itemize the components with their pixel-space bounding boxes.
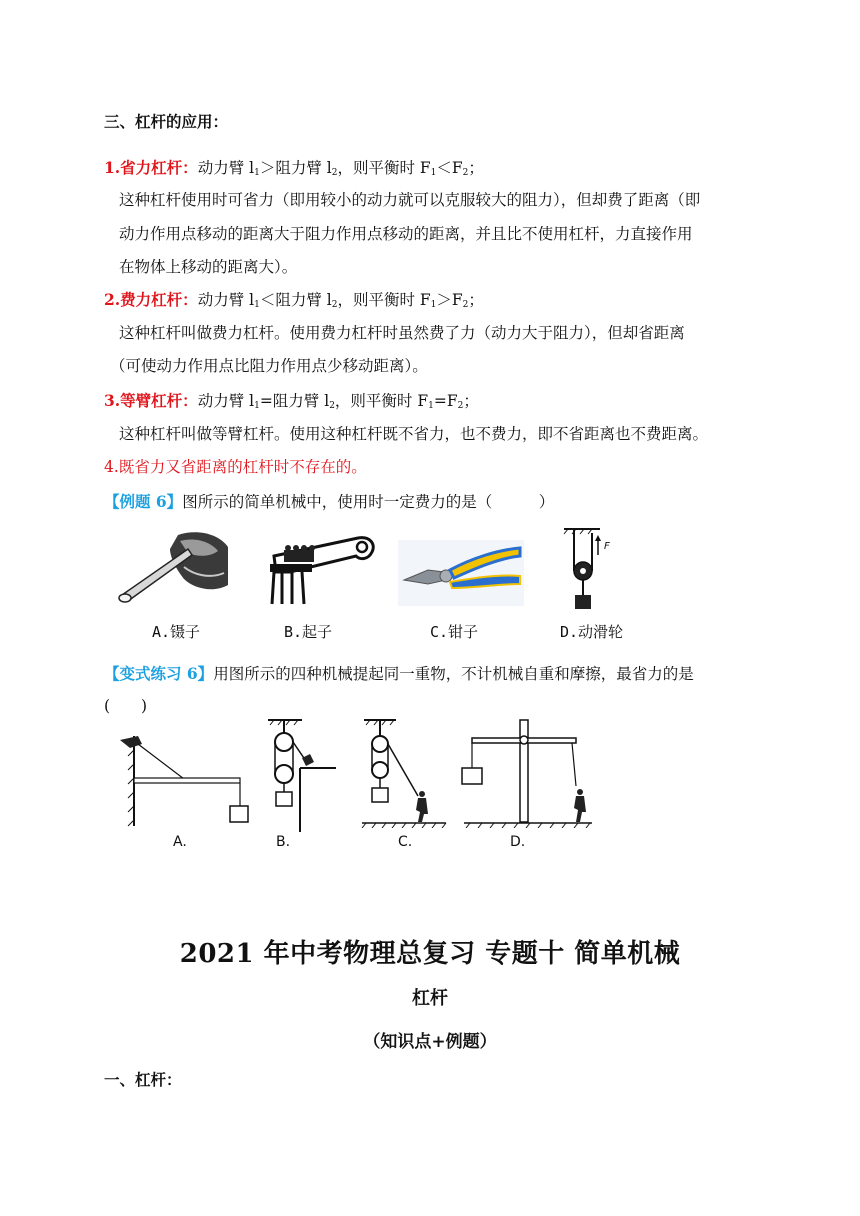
sub-f1: 1 bbox=[430, 168, 437, 178]
example-6-caption-b: B.起子 bbox=[284, 623, 333, 641]
sub-l2: 2 bbox=[329, 401, 335, 411]
item-3-cond-a: 动力臂 l bbox=[197, 392, 255, 410]
item-2-title: 2.费力杠杆： bbox=[104, 290, 198, 309]
item-3-cond-d: =F bbox=[433, 392, 458, 410]
example-6-question: 图所示的简单机械中，使用时一定费力的是（ ） bbox=[182, 493, 555, 511]
item-1-cond-d: ＜F bbox=[436, 159, 463, 177]
variant-figure-d bbox=[456, 716, 596, 828]
sub-l1: 1 bbox=[254, 168, 260, 178]
item-2-cond-e: ； bbox=[468, 291, 484, 309]
section-heading-3: 三、杠杆的应用： bbox=[104, 112, 229, 131]
item-2-cond-d: ＞F bbox=[436, 291, 463, 309]
item-1-cond-a: 动力臂 l bbox=[197, 159, 255, 177]
tweezers-figure bbox=[118, 527, 230, 603]
item-3-title: 3.等臂杠杆： bbox=[104, 391, 198, 410]
variant-figure-c bbox=[356, 716, 448, 828]
variant-figure-b bbox=[262, 716, 338, 834]
document-title: 2021 年中考物理总复习 专题十 简单机械 bbox=[179, 939, 681, 969]
bottle-opener-figure bbox=[266, 534, 378, 606]
item-1-desc-2: 动力作用点移动的距离大于阻力作用点移动的距离，并且比不使用杠杆，力直接作用 bbox=[119, 225, 693, 243]
item-3-cond-c: ，则平衡时 F bbox=[334, 392, 429, 410]
item-2-cond-b: ＜阻力臂 l bbox=[259, 291, 332, 309]
force-label: F bbox=[604, 541, 610, 552]
variant-6-line bbox=[104, 664, 694, 684]
sub-l1: 1 bbox=[254, 300, 260, 310]
item-1-title: 1.省力杠杆： bbox=[104, 158, 198, 177]
variant-6-tag: 【变式练习 6】 bbox=[104, 664, 214, 683]
item-2-desc-2: （可使动力作用点比阻力作用点少移动距离）。 bbox=[110, 357, 428, 375]
item-3-desc-1: 这种杠杆叫做等臂杠杆。使用这种杠杆既不省力，也不费力，即不省距离也不费距离。 bbox=[119, 425, 709, 443]
example-6-caption-d: D.动滑轮 bbox=[560, 623, 624, 641]
item-2-desc-1: 这种杠杆叫做费力杠杆。使用费力杠杆时虽然费了力（动力大于阻力），但却省距离 bbox=[119, 324, 685, 342]
sub-l1: 1 bbox=[254, 401, 260, 411]
example-6-tag: 【例题 6】 bbox=[104, 492, 183, 511]
example-6-caption-a: A.镊子 bbox=[152, 623, 201, 641]
item-3-cond-e: ； bbox=[463, 392, 479, 410]
variant-caption-d: D. bbox=[510, 834, 526, 850]
item-3-cond-b: =阻力臂 l bbox=[259, 392, 330, 410]
item-1-cond-e: ； bbox=[468, 159, 484, 177]
item-2-cond-a: 动力臂 l bbox=[197, 291, 255, 309]
movable-pulley-figure bbox=[560, 527, 620, 613]
item-1-desc-1: 这种杠杆使用时可省力（即用较小的动力就可以克服较大的阻力），但却费了距离（即 bbox=[119, 191, 701, 209]
sub-l2: 2 bbox=[331, 300, 338, 310]
item-3-title-line bbox=[104, 391, 479, 416]
variant-caption-c: C. bbox=[398, 834, 413, 850]
item-1-cond-b: ＞阻力臂 l bbox=[259, 159, 332, 177]
document-subtitle-2: （知识点+例题） bbox=[363, 1032, 497, 1052]
variant-caption-a: A. bbox=[173, 834, 187, 850]
variant-6-question: 用图所示的四种机械提起同一重物，不计机械自重和摩擦，最省力的是 bbox=[213, 665, 694, 683]
sub-f2: 2 bbox=[462, 300, 469, 310]
item-2-cond-c: ，则平衡时 F bbox=[337, 291, 431, 309]
pliers-figure bbox=[398, 540, 524, 606]
variant-figure-a bbox=[112, 730, 252, 830]
sub-f2: 2 bbox=[462, 168, 469, 178]
item-1-title-line bbox=[104, 158, 484, 183]
sub-l2: 2 bbox=[331, 168, 338, 178]
variant-6-answer-paren: ( ) bbox=[104, 697, 148, 715]
item-1-desc-3: 在物体上移动的距离大）。 bbox=[119, 258, 298, 276]
sub-f2: 2 bbox=[457, 401, 464, 411]
document-subtitle: 杠杆 bbox=[412, 988, 448, 1009]
sub-f1: 1 bbox=[428, 401, 434, 411]
item-4-text: 4.既省力又省距离的杠杆时不存在的。 bbox=[104, 458, 367, 476]
variant-caption-b: B. bbox=[276, 834, 291, 850]
sub-f1: 1 bbox=[430, 300, 437, 310]
example-6-caption-c: C.钳子 bbox=[430, 623, 479, 641]
example-6-line bbox=[104, 492, 554, 512]
item-2-title-line bbox=[104, 290, 484, 315]
item-1-cond-c: ，则平衡时 F bbox=[337, 159, 431, 177]
section-heading-1: 一、杠杆： bbox=[104, 1070, 182, 1089]
